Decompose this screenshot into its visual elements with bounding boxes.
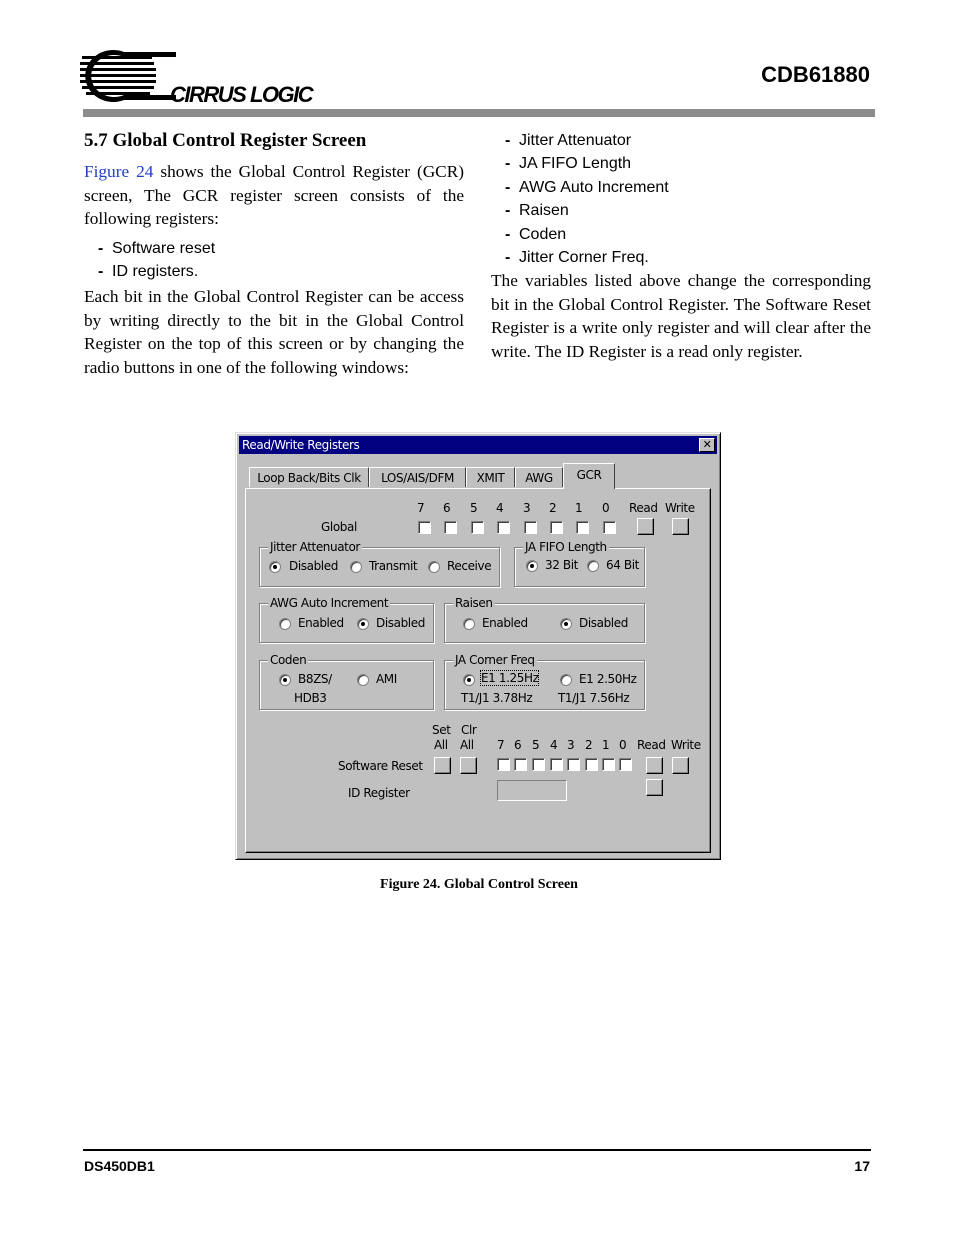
reset-bit-5-checkbox[interactable] xyxy=(532,758,545,771)
list-item: - Jitter Corner Freq. xyxy=(505,248,649,266)
reset-bit-2-checkbox[interactable] xyxy=(585,758,598,771)
bit-label: 1 xyxy=(602,738,610,752)
bit-label: 0 xyxy=(602,501,610,515)
awg-enabled-radio[interactable] xyxy=(279,618,291,630)
bit-label: 2 xyxy=(585,738,593,752)
bit-label: 6 xyxy=(443,501,451,515)
bit-label: 0 xyxy=(619,738,627,752)
group-label: JA Corner Freq xyxy=(455,653,535,667)
bit-label: 5 xyxy=(470,501,478,515)
reset-bit-3-checkbox[interactable] xyxy=(567,758,580,771)
dialog-title: Read/Write Registers xyxy=(242,438,360,452)
page-number: 17 xyxy=(854,1158,870,1174)
option-label: 32 Bit xyxy=(545,558,578,572)
option-label: B8ZS/ xyxy=(298,672,332,686)
option-label: Disabled xyxy=(289,559,338,573)
corner-e1-1-25hz-radio[interactable] xyxy=(463,674,475,686)
raisen-group xyxy=(444,596,645,643)
option-label: Receive xyxy=(447,559,492,573)
jitter-attenuator-group xyxy=(259,540,500,587)
bit-label: 4 xyxy=(496,501,504,515)
gcr-panel xyxy=(245,488,711,853)
bit-label: 5 xyxy=(532,738,540,752)
group-label: JA FIFO Length xyxy=(525,540,607,554)
option-label: Transmit xyxy=(369,559,418,573)
fifo-32-bit-radio[interactable] xyxy=(526,560,538,572)
set-all-label: All xyxy=(434,738,448,752)
clr-all-button[interactable] xyxy=(460,757,477,774)
coden-ami-radio[interactable] xyxy=(357,674,369,686)
coden-b8zs-hdb3-radio[interactable] xyxy=(279,674,291,686)
register-list xyxy=(98,237,215,284)
bit-label: 1 xyxy=(575,501,583,515)
figure-link[interactable]: Figure 24 xyxy=(84,162,154,181)
list-item: - JA FIFO Length xyxy=(505,155,632,173)
global-label: Global xyxy=(321,520,357,534)
option-label: AMI xyxy=(376,672,397,686)
read-label: Read xyxy=(637,738,666,752)
reset-bit-4-checkbox[interactable] xyxy=(550,758,563,771)
list-item: - Coden xyxy=(505,225,567,243)
group-label: Raisen xyxy=(455,596,493,610)
jitter-receive-radio[interactable] xyxy=(428,561,440,573)
id-read-button[interactable] xyxy=(646,779,663,796)
option-label: T1/J1 7.56Hz xyxy=(558,691,630,705)
bit-label: 3 xyxy=(523,501,531,515)
option-label: 64 Bit xyxy=(606,558,639,572)
set-label: Set xyxy=(432,723,451,737)
awg-auto-increment-group xyxy=(259,596,434,643)
jitter-transmit-radio[interactable] xyxy=(350,561,362,573)
coden-group xyxy=(259,653,434,710)
option-label: Disabled xyxy=(376,616,425,630)
option-label: Enabled xyxy=(298,616,344,630)
option-label: T1/J1 3.78Hz xyxy=(461,691,533,705)
fifo-64-bit-radio[interactable] xyxy=(587,560,599,572)
global-bit-3-checkbox[interactable] xyxy=(524,521,537,534)
jitter-disabled-radio[interactable] xyxy=(269,561,281,573)
footer-rule xyxy=(83,1149,871,1151)
figure-caption: Figure 24. Global Control Screen xyxy=(380,877,578,892)
header-rule xyxy=(83,109,875,117)
list-item: - Raisen xyxy=(505,202,569,220)
read-write-registers-dialog xyxy=(235,432,721,860)
bit-label: 7 xyxy=(417,501,425,515)
raisen-enabled-radio[interactable] xyxy=(463,618,475,630)
id-register-field xyxy=(497,780,567,801)
dialog-titlebar xyxy=(239,436,717,454)
bit-label: 3 xyxy=(567,738,575,752)
clr-label: Clr xyxy=(461,723,477,737)
bit-label: 2 xyxy=(549,501,557,515)
reset-bit-7-checkbox[interactable] xyxy=(497,758,510,771)
global-write-button[interactable] xyxy=(672,518,689,535)
option-label: Disabled xyxy=(579,616,628,630)
tab-gcr[interactable]: GCR xyxy=(563,463,615,489)
write-label: Write xyxy=(671,738,701,752)
reset-bit-6-checkbox[interactable] xyxy=(514,758,527,771)
cirrus-logic-logo xyxy=(80,48,340,108)
group-label: AWG Auto Increment xyxy=(270,596,389,610)
global-bit-4-checkbox[interactable] xyxy=(497,521,510,534)
tab-los-ais-dfm[interactable]: LOS/AIS/DFM xyxy=(369,467,466,487)
raisen-disabled-radio[interactable] xyxy=(560,618,572,630)
global-bit-6-checkbox[interactable] xyxy=(444,521,457,534)
id-register-label: ID Register xyxy=(348,786,410,800)
ja-fifo-length-group xyxy=(514,540,645,587)
option-label: HDB3 xyxy=(294,691,327,705)
reset-bit-0-checkbox[interactable] xyxy=(619,758,632,771)
ja-corner-freq-group xyxy=(444,653,645,710)
global-bit-7-checkbox[interactable] xyxy=(418,521,431,534)
corner-e1-2-50hz-radio[interactable] xyxy=(560,674,572,686)
group-label: Coden xyxy=(270,653,307,667)
list-item: - Jitter Attenuator xyxy=(505,132,632,149)
windows-list xyxy=(505,129,669,269)
tab-xmit[interactable]: XMIT xyxy=(466,467,515,487)
reset-bit-1-checkbox[interactable] xyxy=(602,758,615,771)
bit-label: 4 xyxy=(550,738,558,752)
global-read-button[interactable] xyxy=(637,518,654,535)
reset-read-button[interactable] xyxy=(646,757,663,774)
write-label: Write xyxy=(665,501,695,515)
option-label: E1 2.50Hz xyxy=(579,672,637,686)
awg-disabled-radio[interactable] xyxy=(357,618,369,630)
closing-paragraph: The variables listed above change the corresponding bit in the Global Control Register. The Software Reset Register is a write only register and will clear after the write. The ID Register is a read only register. xyxy=(491,271,871,361)
reset-write-button[interactable] xyxy=(672,757,689,774)
bit-label: 6 xyxy=(514,738,522,752)
list-item: - Software reset xyxy=(98,240,216,257)
list-item: - AWG Auto Increment xyxy=(505,178,669,196)
bit-label: 7 xyxy=(497,738,505,752)
footer-doc-number: DS450DB1 xyxy=(84,1158,155,1174)
group-label: Jitter Attenuator xyxy=(270,540,360,554)
list-item: - ID registers. xyxy=(98,263,199,281)
logo-wordmark: CIRRUS LOGIC xyxy=(170,82,313,107)
section-title: 5.7 Global Control Register Screen xyxy=(84,130,367,151)
document-id: CDB61880 xyxy=(761,62,870,87)
software-reset-label: Software Reset xyxy=(338,759,423,773)
intro-text: shows the Global Control Register (GCR) screen, The GCR register screen consists of the following registers: xyxy=(84,162,464,228)
global-bit-0-checkbox[interactable] xyxy=(603,521,616,534)
body-paragraph: Each bit in the Global Control Register can be access by writing directly to the bit in the Global Control Register on the top of this screen or by changing the radio buttons in one of the following windows: xyxy=(84,287,464,377)
tab-loop-back[interactable]: Loop Back/Bits Clk xyxy=(249,467,369,487)
option-label: Enabled xyxy=(482,616,528,630)
option-label: E1 1.25Hz xyxy=(481,671,539,685)
read-label: Read xyxy=(629,501,658,515)
set-all-button[interactable] xyxy=(434,757,451,774)
global-bit-1-checkbox[interactable] xyxy=(576,521,589,534)
tab-awg[interactable]: AWG xyxy=(515,467,563,487)
close-icon[interactable]: ✕ xyxy=(699,438,715,452)
global-bit-2-checkbox[interactable] xyxy=(550,521,563,534)
clr-all-label: All xyxy=(460,738,474,752)
intro-paragraph xyxy=(84,160,464,231)
global-bit-5-checkbox[interactable] xyxy=(471,521,484,534)
